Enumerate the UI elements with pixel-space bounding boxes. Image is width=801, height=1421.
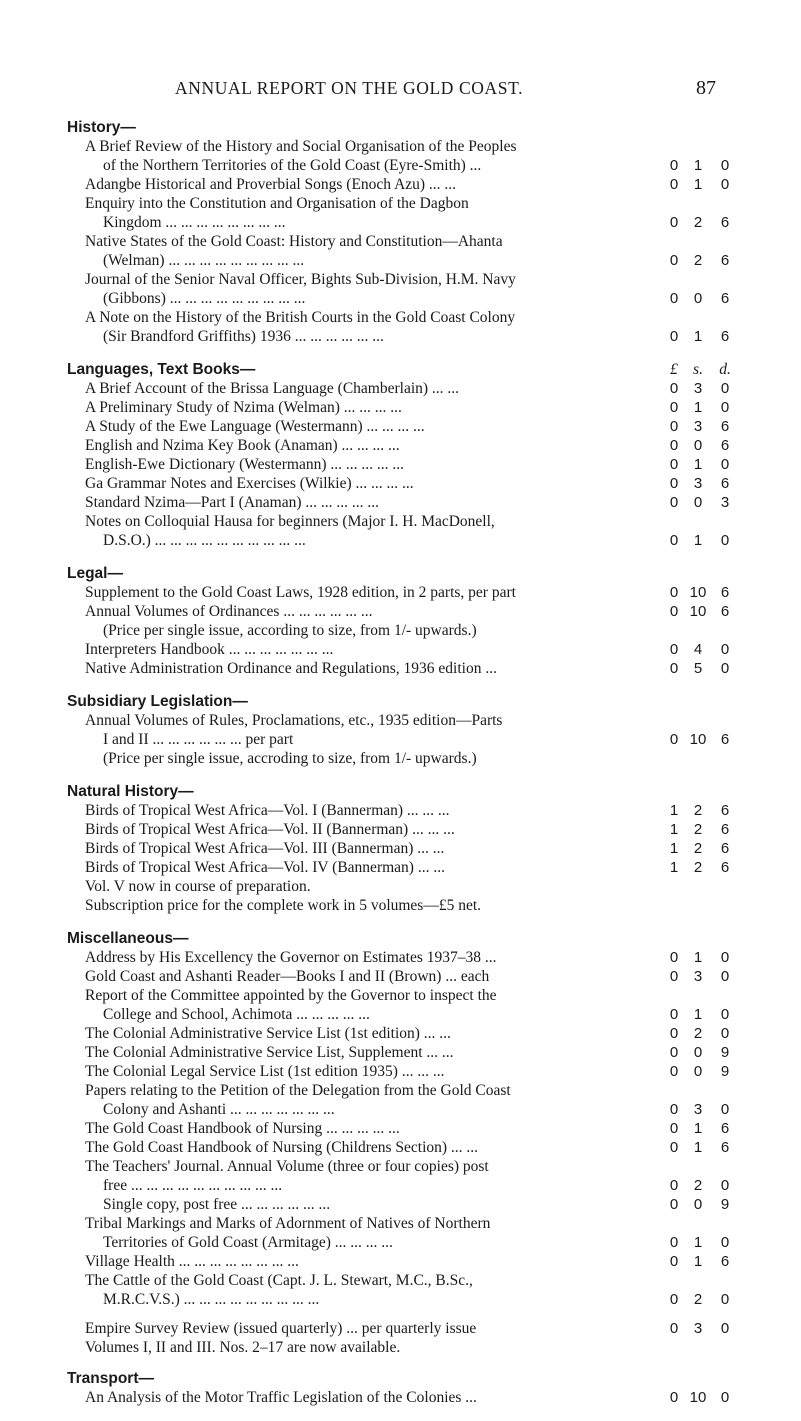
price-d: 6	[720, 290, 730, 307]
entry-title: Volumes I, II and III. Nos. 2–17 are now available.	[85, 1339, 401, 1356]
entry-line	[67, 948, 737, 967]
price-s: 2	[693, 214, 703, 231]
entry-title: (Price per single issue, accroding to size, from 1/- upwards.)	[103, 750, 477, 767]
entry-title: A Brief Review of the History and Social Organisation of the Peoples	[85, 138, 517, 155]
entry-title: Colony and Ashanti ... ... ... ... ... ... ...	[103, 1101, 335, 1118]
entry-line	[67, 512, 737, 531]
entry-price	[665, 602, 737, 621]
section-header-row	[67, 929, 737, 948]
price-d: 0	[720, 456, 730, 473]
entry-title: A Note on the History of the British Courts in the Gold Coast Colony	[85, 309, 516, 326]
price-l: 0	[669, 456, 679, 473]
price-list	[67, 118, 737, 1421]
price-d: 0	[720, 532, 730, 549]
entry-line	[67, 730, 737, 749]
currency-s: s.	[693, 361, 703, 378]
entry-line	[67, 839, 737, 858]
price-s: 1	[693, 328, 703, 345]
entry-price	[665, 289, 737, 308]
price-l: 0	[669, 532, 679, 549]
entry-price	[665, 455, 737, 474]
entry-line	[67, 820, 737, 839]
entry-price	[665, 531, 737, 550]
entry-price	[665, 1138, 737, 1157]
price-s: 1	[693, 456, 703, 473]
price-s: 1	[693, 157, 703, 174]
section-title: History—	[67, 119, 136, 136]
running-title: ANNUAL REPORT ON THE GOLD COAST.	[175, 78, 524, 98]
price-d: 0	[720, 157, 730, 174]
price-d: 6	[720, 1139, 730, 1156]
price-l: 0	[669, 1177, 679, 1194]
entry-price	[665, 251, 737, 270]
price-l: 0	[669, 1196, 679, 1213]
entry-line	[67, 1271, 737, 1290]
price-d: 0	[720, 949, 730, 966]
entry-line	[67, 194, 737, 213]
currency-d: d.	[719, 361, 731, 378]
entry-title: Kingdom ... ... ... ... ... ... ... ...	[103, 214, 286, 231]
price-s: 2	[693, 802, 703, 819]
entry-price	[665, 801, 737, 820]
price-s: 0	[693, 494, 703, 511]
section	[67, 782, 737, 915]
price-d: 0	[720, 1006, 730, 1023]
entry-title: The Colonial Administrative Service List, Supplement ... ...	[85, 1044, 454, 1061]
entry-title: Tribal Markings and Marks of Adornment of Natives of Northern	[85, 1215, 491, 1232]
entry-title: Subscription price for the complete work in 5 volumes—£5 net.	[85, 897, 482, 914]
entry-title: Empire Survey Review (issued quarterly) ... per quarterly issue	[85, 1320, 477, 1337]
entry-line	[67, 1081, 737, 1100]
entry-price	[665, 1005, 737, 1024]
entry-price	[665, 730, 737, 749]
entry-line	[67, 417, 737, 436]
entry-line	[67, 289, 737, 308]
entry-price	[665, 436, 737, 455]
entry-price	[665, 640, 737, 659]
entry-title: Annual Volumes of Ordinances ... ... ... ... ... ...	[85, 603, 373, 620]
price-l: 0	[669, 380, 679, 397]
price-s: 1	[693, 1139, 703, 1156]
entry-title: Birds of Tropical West Africa—Vol. II (Bannerman) ... ... ...	[85, 821, 455, 838]
price-l: 0	[669, 1253, 679, 1270]
price-l: 0	[669, 1291, 679, 1308]
entry-line	[67, 1119, 737, 1138]
entry-title: Single copy, post free ... ... ... ... ... ...	[103, 1196, 331, 1213]
entry-line	[67, 602, 737, 621]
section-title: Natural History—	[67, 783, 194, 800]
entry-price	[665, 839, 737, 858]
price-l: 1	[669, 859, 679, 876]
price-d: 6	[720, 859, 730, 876]
price-l: 0	[669, 1101, 679, 1118]
entry-title: College and School, Achimota ... ... ... ... ...	[103, 1006, 370, 1023]
entry-price	[665, 1176, 737, 1195]
price-s: 2	[693, 1177, 703, 1194]
section-header-row	[67, 360, 737, 379]
entry-title: Village Health ... ... ... ... ... ... ... ...	[85, 1253, 299, 1270]
price-d: 0	[720, 1234, 730, 1251]
price-l: 0	[669, 949, 679, 966]
entry-line	[67, 1062, 737, 1081]
price-l: 0	[669, 1025, 679, 1042]
currency-l: £	[670, 361, 678, 378]
section-header-row	[67, 564, 737, 583]
price-d: 6	[720, 840, 730, 857]
price-l: 0	[669, 1234, 679, 1251]
price-l: 0	[669, 660, 679, 677]
price-s: 2	[693, 1291, 703, 1308]
price-l: 0	[669, 290, 679, 307]
price-l: 1	[669, 821, 679, 838]
price-l: 0	[669, 641, 679, 658]
entry-price	[665, 659, 737, 678]
entry-title: (Price per single issue, according to size, from 1/- upwards.)	[103, 622, 477, 639]
entry-line	[67, 583, 737, 602]
price-d: 6	[720, 603, 730, 620]
entry-line	[67, 232, 737, 251]
entry-title: of the Northern Territories of the Gold Coast (Eyre-Smith) ...	[103, 157, 482, 174]
entry-title: English-Ewe Dictionary (Westermann) ... ... ... ... ...	[85, 456, 405, 473]
entry-price	[665, 493, 737, 512]
entry-line	[67, 877, 737, 896]
price-s: 10	[689, 731, 707, 748]
price-d: 6	[720, 584, 730, 601]
entry-line	[67, 1138, 737, 1157]
price-s: 3	[693, 1101, 703, 1118]
section	[67, 1369, 737, 1407]
price-s: 1	[693, 176, 703, 193]
price-d: 6	[720, 214, 730, 231]
price-d: 0	[720, 968, 730, 985]
entry-line	[67, 308, 737, 327]
entry-title: Interpreters Handbook ... ... ... ... ... ... ...	[85, 641, 334, 658]
price-s: 1	[693, 949, 703, 966]
section-title: Legal—	[67, 565, 123, 582]
entry-line	[67, 213, 737, 232]
section-header-row	[67, 782, 737, 801]
section-title: Languages, Text Books—	[67, 361, 256, 378]
price-s: 2	[693, 1025, 703, 1042]
entry-title: Adangbe Historical and Proverbial Songs (Enoch Azu) ... ...	[85, 176, 457, 193]
entry-line	[67, 711, 737, 730]
entry-title: The Gold Coast Handbook of Nursing (Childrens Section) ... ...	[85, 1139, 479, 1156]
section-header-row	[67, 1369, 737, 1388]
price-l: 0	[669, 437, 679, 454]
price-s: 10	[689, 1389, 707, 1406]
entry-title: Supplement to the Gold Coast Laws, 1928 edition, in 2 parts, per part	[85, 584, 516, 601]
section-header-row	[67, 118, 737, 137]
entry-line	[67, 1024, 737, 1043]
price-d: 6	[720, 821, 730, 838]
entry-title: Territories of Gold Coast (Armitage) ... ... ... ...	[103, 1234, 393, 1251]
price-s: 2	[693, 252, 703, 269]
entry-price	[665, 327, 737, 346]
price-s: 1	[693, 532, 703, 549]
entry-line	[67, 1214, 737, 1233]
price-d: 0	[720, 660, 730, 677]
price-d: 0	[720, 1025, 730, 1042]
entry-line	[67, 1252, 737, 1271]
page-header	[0, 78, 801, 102]
price-s: 10	[689, 603, 707, 620]
entry-title: A Study of the Ewe Language (Westermann) ... ... ... ...	[85, 418, 425, 435]
section	[67, 118, 737, 346]
entry-price	[665, 398, 737, 417]
price-s: 0	[693, 437, 703, 454]
entry-title: The Gold Coast Handbook of Nursing ... ... ... ... ...	[85, 1120, 400, 1137]
entry-line	[67, 801, 737, 820]
price-d: 0	[720, 641, 730, 658]
section-title: Subsidiary Legislation—	[67, 693, 248, 710]
entry-title: Address by His Excellency the Governor on Estimates 1937–38 ...	[85, 949, 497, 966]
price-l: 0	[669, 1063, 679, 1080]
entry-title: (Sir Brandford Griffiths) 1936 ... ... ... ... ... ...	[103, 328, 384, 345]
price-d: 6	[720, 1120, 730, 1137]
entry-line	[67, 455, 737, 474]
price-s: 3	[693, 418, 703, 435]
entry-line	[67, 474, 737, 493]
entry-title: The Colonial Administrative Service List (1st edition) ... ...	[85, 1025, 451, 1042]
entry-line	[67, 749, 737, 768]
page-number: 87	[696, 77, 716, 99]
price-l: 0	[669, 968, 679, 985]
section	[67, 692, 737, 768]
price-l: 0	[669, 603, 679, 620]
entry-line	[67, 1319, 737, 1338]
entry-line	[67, 436, 737, 455]
price-l: 0	[669, 252, 679, 269]
entry-line	[67, 1233, 737, 1252]
price-d: 0	[720, 176, 730, 193]
entry-title: The Colonial Legal Service List (1st edition 1935) ... ... ...	[85, 1063, 445, 1080]
price-d: 6	[720, 418, 730, 435]
price-d: 6	[720, 475, 730, 492]
entry-price	[665, 1233, 737, 1252]
entry-title: D.S.O.) ... ... ... ... ... ... ... ... ... ...	[103, 532, 306, 549]
section-title: Transport—	[67, 1370, 154, 1387]
entry-title: free ... ... ... ... ... ... ... ... ... ...	[103, 1177, 283, 1194]
price-d: 6	[720, 802, 730, 819]
entry-price	[665, 1388, 737, 1407]
entry-line	[67, 175, 737, 194]
price-d: 0	[720, 399, 730, 416]
price-l: 0	[669, 494, 679, 511]
section	[67, 360, 737, 550]
price-s: 2	[693, 821, 703, 838]
entry-line	[67, 156, 737, 175]
price-l: 0	[669, 399, 679, 416]
entry-line	[67, 896, 737, 915]
entry-price	[665, 417, 737, 436]
section-header-row	[67, 692, 737, 711]
entry-title: A Preliminary Study of Nzima (Welman) ... ... ... ...	[85, 399, 402, 416]
price-d: 0	[720, 1177, 730, 1194]
price-s: 4	[693, 641, 703, 658]
entry-line	[67, 1176, 737, 1195]
entry-title: The Cattle of the Gold Coast (Capt. J. L. Stewart, M.C., B.Sc.,	[85, 1272, 473, 1289]
entry-title: Ga Grammar Notes and Exercises (Wilkie) ... ... ... ...	[85, 475, 414, 492]
entry-title: Notes on Colloquial Hausa for beginners (Major I. H. MacDonell,	[85, 513, 495, 530]
price-d: 0	[720, 380, 730, 397]
price-s: 1	[693, 1234, 703, 1251]
currency-header	[665, 361, 737, 379]
price-s: 0	[693, 1196, 703, 1213]
price-s: 1	[693, 1006, 703, 1023]
section	[67, 564, 737, 678]
price-d: 9	[720, 1044, 730, 1061]
price-l: 0	[669, 1139, 679, 1156]
entry-price	[665, 213, 737, 232]
entry-line	[67, 1195, 737, 1214]
entry-line	[67, 531, 737, 550]
entry-title: M.R.C.V.S.) ... ... ... ... ... ... ... ... ...	[103, 1291, 320, 1308]
price-l: 1	[669, 840, 679, 857]
price-d: 3	[720, 494, 730, 511]
entry-price	[665, 1252, 737, 1271]
section	[67, 929, 737, 1357]
price-s: 3	[693, 475, 703, 492]
entry-price	[665, 1119, 737, 1138]
entry-line	[67, 270, 737, 289]
entry-title: Birds of Tropical West Africa—Vol. I (Bannerman) ... ... ...	[85, 802, 450, 819]
price-l: 0	[669, 1044, 679, 1061]
entry-price	[665, 1290, 737, 1309]
entry-title: Standard Nzima—Part I (Anaman) ... ... ... ... ...	[85, 494, 380, 511]
entry-title: Journal of the Senior Naval Officer, Bights Sub-Division, H.M. Navy	[85, 271, 516, 288]
entry-line	[67, 1290, 737, 1309]
entry-price	[665, 858, 737, 877]
price-l: 0	[669, 157, 679, 174]
price-d: 6	[720, 328, 730, 345]
entry-line	[67, 379, 737, 398]
price-l: 0	[669, 418, 679, 435]
price-l: 0	[669, 731, 679, 748]
entry-title: Enquiry into the Constitution and Organisation of the Dagbon	[85, 195, 469, 212]
price-l: 0	[669, 1120, 679, 1137]
price-s: 0	[693, 1044, 703, 1061]
entry-price	[665, 379, 737, 398]
price-s: 2	[693, 840, 703, 857]
price-s: 3	[693, 1320, 703, 1337]
section-title: Miscellaneous—	[67, 930, 189, 947]
price-l: 0	[669, 1389, 679, 1406]
entry-price	[665, 967, 737, 986]
price-s: 1	[693, 1120, 703, 1137]
entry-line	[67, 640, 737, 659]
entry-line	[67, 986, 737, 1005]
price-l: 1	[669, 802, 679, 819]
entry-line	[67, 137, 737, 156]
entry-title: Native States of the Gold Coast: History and Constitution—Ahanta	[85, 233, 503, 250]
entry-title: An Analysis of the Motor Traffic Legislation of the Colonies ...	[85, 1389, 477, 1406]
price-s: 0	[693, 290, 703, 307]
price-l: 0	[669, 214, 679, 231]
entry-price	[665, 583, 737, 602]
entry-line	[67, 1005, 737, 1024]
price-d: 9	[720, 1063, 730, 1080]
entry-line	[67, 327, 737, 346]
entry-line	[67, 251, 737, 270]
entry-line	[67, 858, 737, 877]
price-d: 9	[720, 1196, 730, 1213]
entry-title: Vol. V now in course of preparation.	[85, 878, 311, 895]
price-d: 0	[720, 1389, 730, 1406]
price-l: 0	[669, 1320, 679, 1337]
entry-line	[67, 1338, 737, 1357]
entry-price	[665, 474, 737, 493]
price-s: 1	[693, 1253, 703, 1270]
entry-line	[67, 1388, 737, 1407]
entry-title: Papers relating to the Petition of the Delegation from the Gold Coast	[85, 1082, 511, 1099]
price-s: 5	[693, 660, 703, 677]
price-l: 0	[669, 176, 679, 193]
entry-line	[67, 493, 737, 512]
entry-title: I and II ... ... ... ... ... ... per part	[103, 731, 294, 748]
entry-title: Birds of Tropical West Africa—Vol. IV (Bannerman) ... ...	[85, 859, 445, 876]
price-s: 2	[693, 859, 703, 876]
entry-price	[665, 175, 737, 194]
price-d: 6	[720, 252, 730, 269]
entry-price	[665, 1062, 737, 1081]
entry-title: Report of the Committee appointed by the Governor to inspect the	[85, 987, 497, 1004]
entry-title: (Gibbons) ... ... ... ... ... ... ... ... ...	[103, 290, 306, 307]
entry-price	[665, 1024, 737, 1043]
entry-line	[67, 398, 737, 417]
entry-title: A Brief Account of the Brissa Language (Chamberlain) ... ...	[85, 380, 460, 397]
entry-price	[665, 1100, 737, 1119]
price-s: 0	[693, 1063, 703, 1080]
price-d: 6	[720, 437, 730, 454]
price-l: 0	[669, 1006, 679, 1023]
entry-title: English and Nzima Key Book (Anaman) ... ... ... ...	[85, 437, 400, 454]
price-l: 0	[669, 328, 679, 345]
price-d: 0	[720, 1291, 730, 1308]
entry-title: Birds of Tropical West Africa—Vol. III (Bannerman) ... ...	[85, 840, 445, 857]
entry-price	[665, 820, 737, 839]
entry-price	[665, 1319, 737, 1338]
entry-line	[67, 621, 737, 640]
price-d: 0	[720, 1320, 730, 1337]
entry-price	[665, 948, 737, 967]
entry-title: The Teachers' Journal. Annual Volume (three or four copies) post	[85, 1158, 489, 1175]
price-s: 1	[693, 399, 703, 416]
price-s: 3	[693, 968, 703, 985]
price-l: 0	[669, 584, 679, 601]
entry-price	[665, 1195, 737, 1214]
price-d: 6	[720, 731, 730, 748]
entry-title: Annual Volumes of Rules, Proclamations, etc., 1935 edition—Parts	[85, 712, 503, 729]
entry-line	[67, 1043, 737, 1062]
entry-title: Gold Coast and Ashanti Reader—Books I and II (Brown) ... each	[85, 968, 490, 985]
entry-line	[67, 659, 737, 678]
entry-line	[67, 967, 737, 986]
price-d: 0	[720, 1101, 730, 1118]
entry-price	[665, 1043, 737, 1062]
price-l: 0	[669, 475, 679, 492]
entry-title: Native Administration Ordinance and Regulations, 1936 edition ...	[85, 660, 497, 677]
price-s: 3	[693, 380, 703, 397]
entry-line	[67, 1100, 737, 1119]
price-d: 6	[720, 1253, 730, 1270]
entry-title: (Welman) ... ... ... ... ... ... ... ... ...	[103, 252, 305, 269]
entry-line	[67, 1157, 737, 1176]
entry-price	[665, 156, 737, 175]
price-s: 10	[689, 584, 707, 601]
